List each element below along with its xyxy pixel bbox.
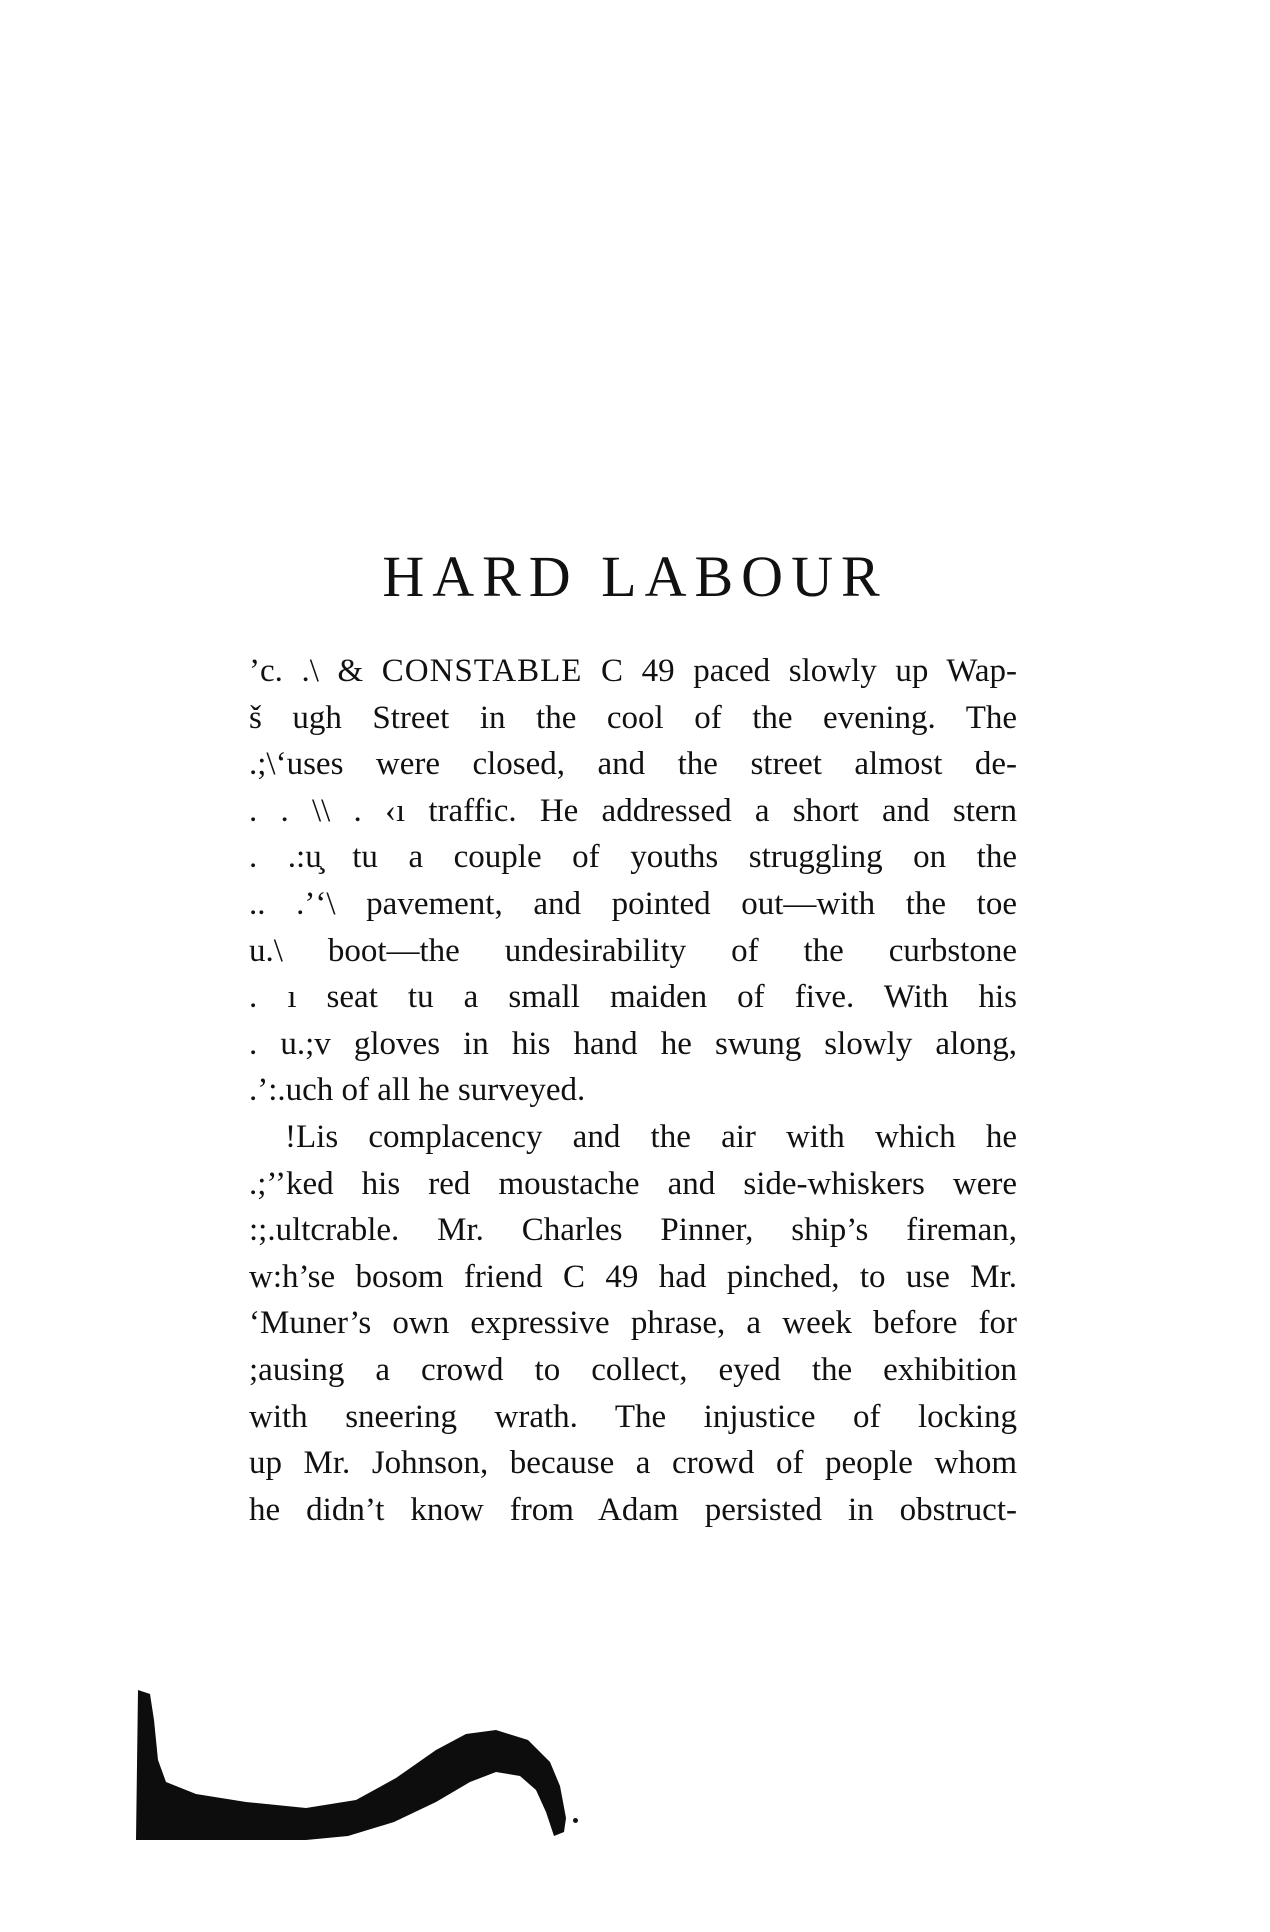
text-line: .;\‘uses were closed, and the street almost de-: [249, 746, 1017, 783]
text-line: .;’’ked his red moustache and side-whiskers were: [249, 1165, 1017, 1202]
text-line: . u.;v gloves in his hand he swung slowly along,: [249, 1025, 1017, 1062]
ink-blot-artifact: [136, 1690, 576, 1840]
text-line: !Lis complacency and the air with which he: [285, 1118, 1017, 1155]
text-line: ‘Muner’s own expressive phrase, a week before for: [249, 1305, 1017, 1342]
text-line: w:h’se bosom friend C 49 had pinched, to use Mr.: [249, 1258, 1017, 1295]
text-line: . . \\ . ‹ı traffic. He addressed a short and stern: [249, 792, 1017, 829]
text-line: .. .’ʻ\ pavement, and pointed out—with the toe: [249, 885, 1017, 922]
line-lead: ’c. .\ &: [249, 653, 382, 689]
text-line: š ugh Street in the cool of the evening. The: [249, 699, 1017, 736]
body-text: [249, 648, 1017, 1533]
text-line: he didn’t know from Adam persisted in obstruct-: [249, 1491, 1017, 1528]
text-line: .’:.uch of all he surveyed.: [249, 1072, 586, 1109]
text-line: [249, 648, 1017, 695]
chapter-title: HARD LABOUR: [382, 544, 888, 609]
text-line: u.\ boot—the undesirability of the curbstone: [249, 932, 1017, 969]
paragraph-2: [249, 1114, 1017, 1533]
small-caps-word: CONSTABLE: [381, 653, 583, 689]
text-line: with sneering wrath. The injustice of locking: [249, 1398, 1017, 1435]
paragraph-1: [249, 648, 1017, 1114]
speck: [573, 1818, 578, 1823]
text-line: . .:u̧ tu a couple of youths struggling on the: [249, 839, 1017, 876]
line-rest: C 49 paced slowly up Wap-: [582, 653, 1017, 689]
text-line: :;.ultcrable. Mr. Charles Pinner, ship’s fireman,: [249, 1212, 1017, 1249]
text-line: up Mr. Johnson, because a crowd of people whom: [249, 1445, 1017, 1482]
text-line: ;ausing a crowd to collect, eyed the exhibition: [249, 1351, 1017, 1388]
text-line: . ı seat tu a small maiden of five. With his: [249, 979, 1017, 1016]
